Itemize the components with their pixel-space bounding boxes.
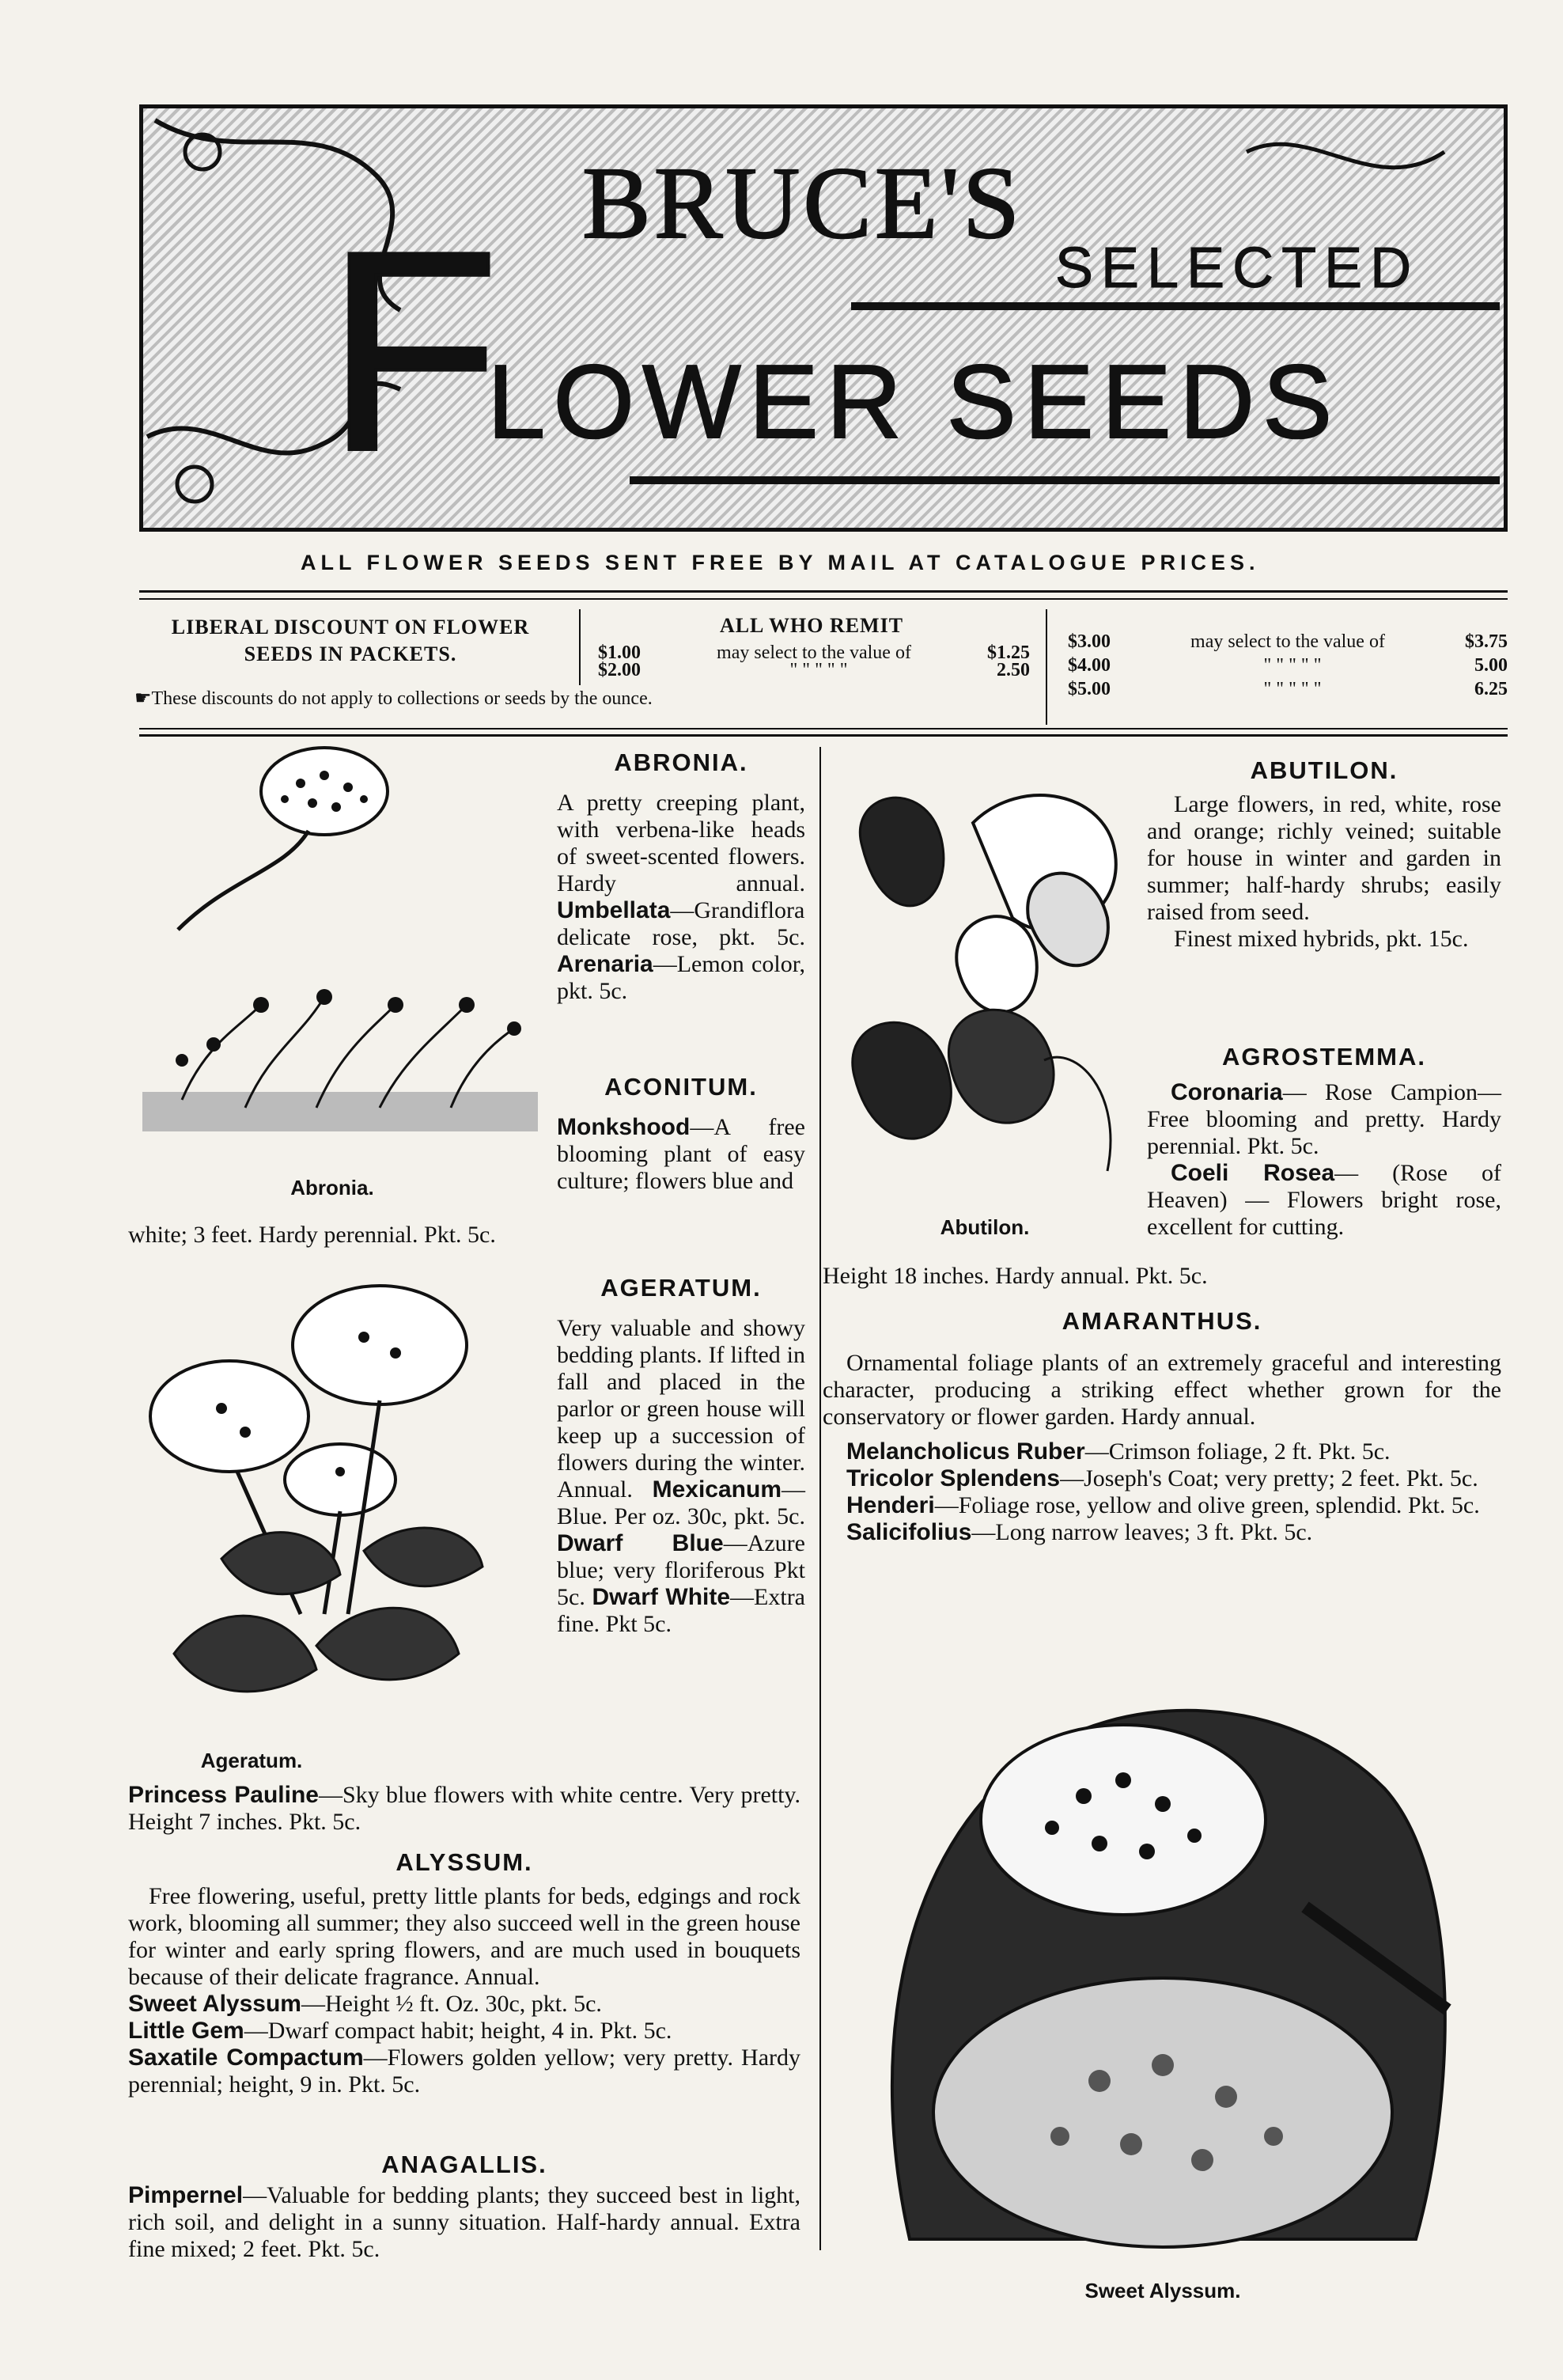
discount-text: may select to the value of [717,642,911,663]
coronaria-text: — Rose Campion—Free blooming and pretty. Hardy perennial. Pkt. 5c. [1147,1079,1501,1159]
saxatile-entry [128,2045,800,2098]
discount-amount: $3.00 [1068,631,1111,652]
agrostemma-heading: AGROSTEMMA. [1222,1043,1426,1071]
title-flower-seeds: LOWER SEEDS [487,343,1341,460]
discount-text: " " " " " [1263,679,1322,699]
pimpernel-name: Pimpernel [128,2182,244,2208]
little-gem-entry [128,2018,800,2045]
remit-title: ALL WHO REMIT [719,614,904,637]
little-gem-name: Little Gem [128,2018,244,2044]
amaranthus-heading: AMARANTHUS. [1062,1307,1262,1335]
discount-value: 5.00 [1474,655,1508,676]
ageratum-intro: Very valuable and showy bedding plants. If lifted in fall and placed in the parlor or green house will keep up a succession of flowers during the winter. Annual. [557,1315,805,1503]
salicifolius-text: —Long narrow leaves; 3 ft. Pkt. 5c. [971,1519,1313,1545]
discount-text: may select to the value of [1190,631,1385,652]
sweet-alyssum-caption: Sweet Alyssum. [1084,2279,1241,2302]
abronia-plant-illustration [134,973,546,1171]
monkshood-text: —A free blooming plant of easy culture; flowers blue and [557,1114,805,1194]
title-bruces: BRUCE'S [582,146,1024,260]
abronia-intro: A pretty creeping plant, with verbena-like heads of sweet-scented flowers. Hardy annual. [557,790,805,896]
henderi-text: —Foliage rose, yellow and olive green, splendid. Pkt. 5c. [934,1492,1480,1518]
abutilon-caption: Abutilon. [940,1215,1030,1239]
melancholicus-text: —Crimson foliage, 2 ft. Pkt. 5c. [1084,1438,1391,1465]
discount-rows-left [598,641,1030,682]
abronia-flower-illustration [166,744,403,942]
dwarf-white-name: Dwarf White [592,1584,731,1610]
discount-footnote: ☛These discounts do not apply to collections or seeds by the ounce. [134,688,653,709]
arenaria-name: Arenaria [557,951,653,977]
abutilon-heading: ABUTILON. [1250,756,1398,784]
umbellata-text: —Grandiflora delicate rose, pkt. 5c. [557,897,805,950]
discount-rows-right [1068,630,1508,701]
princess-pauline-text: —Sky blue flowers with white centre. Very pretty. Height 7 inches. Pkt. 5c. [128,1782,800,1835]
little-gem-text: —Dwarf compact habit; height, 4 in. Pkt. 5c. [244,2018,672,2044]
discount-row [1068,677,1508,701]
melancholicus-name: Melancholicus Ruber [846,1438,1085,1465]
coeli-rosea-text: — (Rose of Heaven) — Flowers bright rose, excellent for cutting. [1147,1160,1501,1240]
salicifolius-entry [823,1519,1501,1546]
salicifolius-name: Salicifolius [846,1519,972,1545]
dwarf-white-text: —Extra fine. Pkt 5c. [557,1584,805,1637]
discount-value: 2.50 [996,660,1030,680]
discount-text: " " " " " [1263,655,1322,676]
sweet-alyssum-illustration [862,1669,1463,2287]
abronia-caption: Abronia. [290,1176,374,1199]
saxatile-name: Saxatile Compactum [128,2045,364,2071]
discount-row [598,658,1030,682]
sweet-alyssum-entry [128,1991,800,2018]
aconitum-description-continued: white; 3 feet. Hardy perennial. Pkt. 5c. [128,1222,496,1248]
henderi-name: Henderi [846,1492,935,1518]
discount-value: $3.75 [1465,631,1508,652]
amaranthus-intro: Ornamental foliage plants of an extremely graceful and interesting character, producing a striking effect whether grown for the conservatory or flower garden. Hardy annual. [823,1350,1501,1430]
title-selected: SELECTED [1055,237,1420,300]
tricolor-text: —Joseph's Coat; very pretty; 2 feet. Pkt. 5c. [1060,1465,1478,1491]
discount-amount: $5.00 [1068,679,1111,699]
princess-pauline-name: Princess Pauline [128,1782,319,1808]
abutilon-illustration [838,760,1139,1218]
abronia-description [557,790,805,1005]
abronia-heading: ABRONIA. [614,748,748,776]
anagallis-heading: ANAGALLIS. [381,2151,547,2178]
aconitum-heading: ACONITUM. [604,1073,758,1101]
sweet-alyssum-text: —Height ½ ft. Oz. 30c, pkt. 5c. [301,1991,602,2017]
alyssum-heading: ALYSSUM. [395,1848,533,1876]
discount-value: 6.25 [1474,679,1508,699]
aconitum-description [557,1114,805,1195]
mexicanum-name: Mexicanum [652,1476,782,1503]
abutilon-description [1147,791,1501,953]
dwarf-blue-name: Dwarf Blue [557,1530,724,1556]
sweet-alyssum-name: Sweet Alyssum [128,1991,301,2017]
saxatile-text: —Flowers golden yellow; very pretty. Hardy perennial; height, 9 in. Pkt. 5c. [128,2045,801,2098]
discount-amount: $1.00 [598,642,641,663]
title-banner [139,104,1508,532]
amaranthus-description [823,1350,1501,1546]
discount-value: $1.25 [987,642,1030,663]
discount-amount: $2.00 [598,660,641,680]
dwarf-blue-text: —Azure blue; very floriferous Pkt 5c. [557,1530,805,1610]
princess-pauline [128,1782,800,1836]
discount-text: " " " " " [789,660,848,680]
melancholicus-entry [823,1438,1501,1465]
umbellata-name: Umbellata [557,897,671,923]
tricolor-name: Tricolor Splendens [846,1465,1061,1491]
arenaria-text: —Lemon color, pkt. 5c. [557,951,805,1004]
liberal-discount: LIBERAL DISCOUNT ON FLOWER SEEDS IN PACKETS. [171,616,530,665]
ageratum-illustration [127,1274,538,1733]
tricolor-entry [823,1465,1501,1492]
alyssum-description [128,1883,800,2098]
ageratum-description [557,1315,805,1638]
coeli-rosea-entry [1147,1160,1501,1241]
mexicanum-text: —Blue. Per oz. 30c, pkt. 5c. [557,1476,805,1529]
coeli-rosea-name: Coeli Rosea [1171,1160,1335,1186]
pimpernel-text: —Valuable for bedding plants; they succeed best in light, rich soil, and delight in a sunny situation. Half-hardy annual. Extra fine mixed; 2 feet. Pkt. 5c. [128,2182,800,2262]
ageratum-heading: AGERATUM. [600,1274,762,1302]
anagallis-description [128,2182,800,2263]
abutilon-intro: Large flowers, in red, white, rose and orange; richly veined; suitable for house in winter and garden in summer; half-hardy shrubs; easily raised from seed. [1147,791,1501,925]
title-big-letter: F [326,192,500,510]
henderi-entry [823,1492,1501,1519]
coronaria-entry [1147,1079,1501,1160]
coronaria-name: Coronaria [1171,1079,1283,1105]
agrostemma-description [1147,1079,1501,1241]
ageratum-caption: Ageratum. [200,1749,303,1772]
coeli-rosea-continued: Height 18 inches. Hardy annual. Pkt. 5c. [823,1263,1208,1289]
discount-row [1068,630,1508,654]
discount-row [1068,654,1508,677]
mail-notice: ALL FLOWER SEEDS SENT FREE BY MAIL AT CATALOGUE PRICES. [301,551,1260,574]
abutilon-finest: Finest mixed hybrids, pkt. 15c. [1174,926,1469,952]
monkshood-name: Monkshood [557,1114,691,1140]
alyssum-intro: Free flowering, useful, pretty little plants for beds, edgings and rock work, blooming all summer; they also succeed well in the green house for winter and early spring flowers, and are much used in bouquets because of their delicate fragrance. Annual. [128,1883,800,1990]
discount-amount: $4.00 [1068,655,1111,676]
